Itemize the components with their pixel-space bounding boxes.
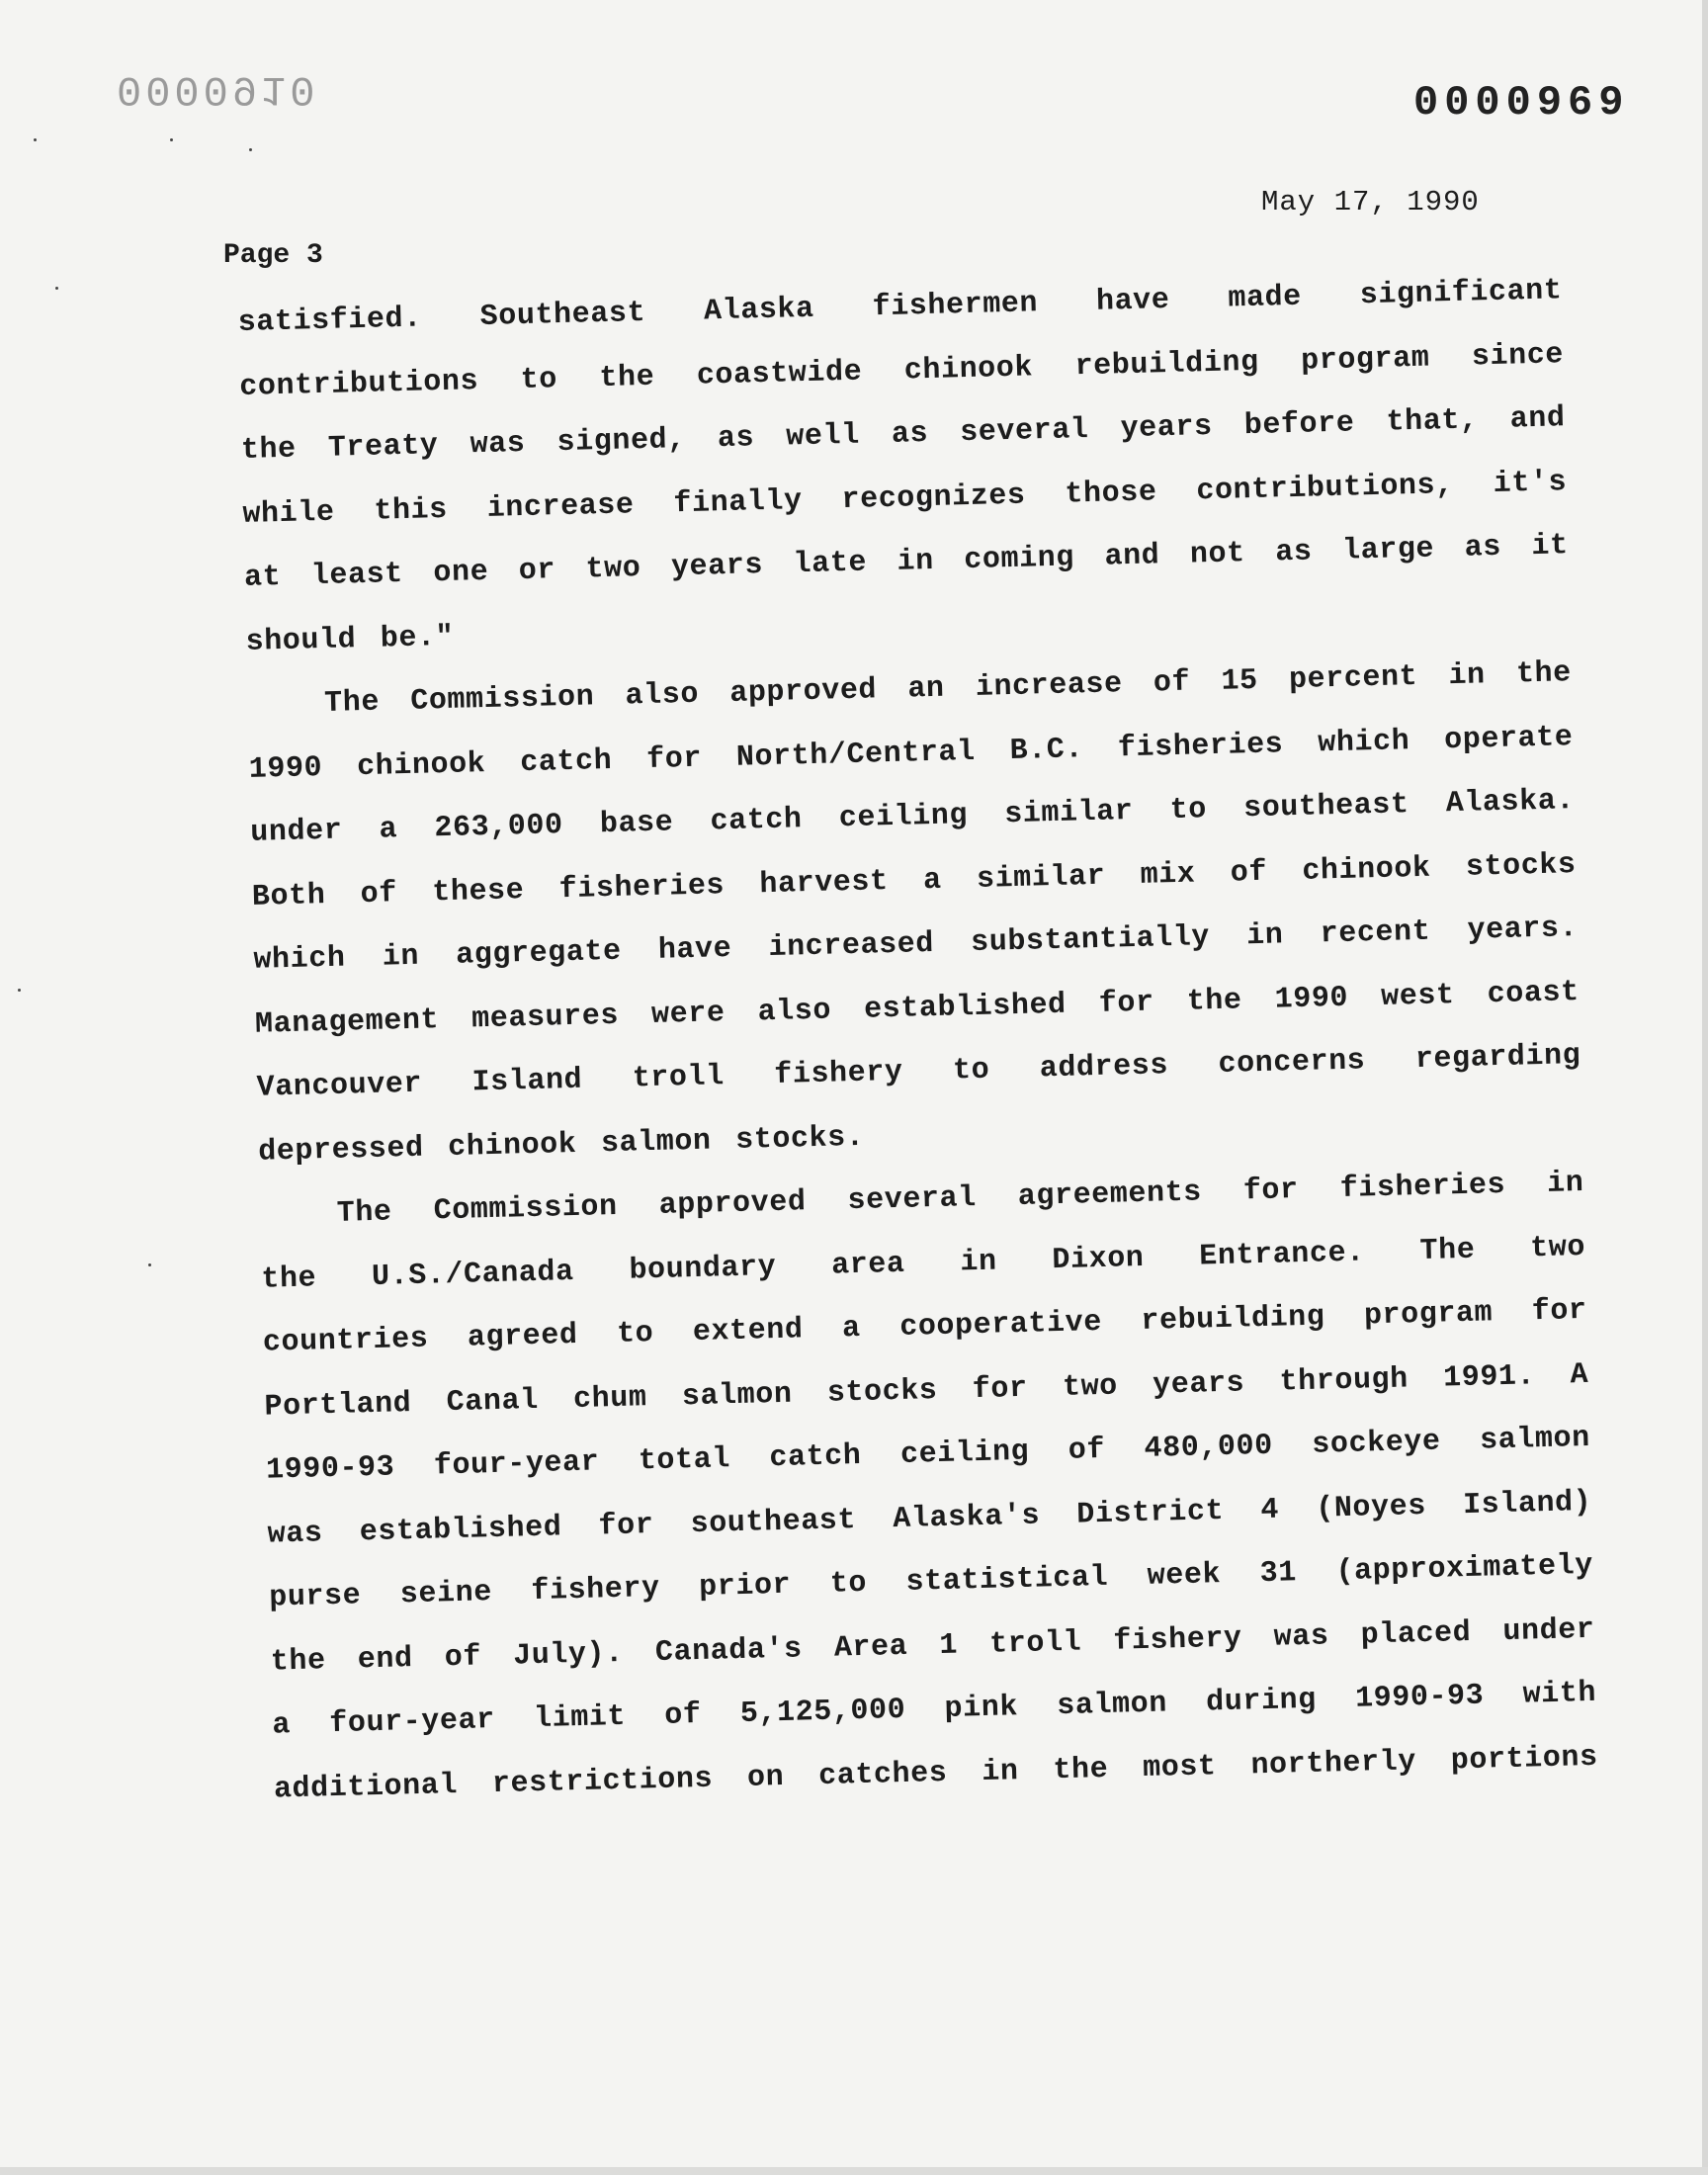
paragraph-start-line: The Commission also approved an increase of 15 percent in the xyxy=(323,656,1573,721)
text-line: countries agreed to extend a cooperative rebuilding program for xyxy=(262,1293,1588,1360)
bates-number: 0000969 xyxy=(1413,79,1630,127)
text-line: purse seine fishery prior to statistical week 31 (approximately xyxy=(268,1548,1594,1615)
text-line: Vancouver Island troll fishery to address concerns regarding xyxy=(256,1039,1581,1105)
text-line: Management measures were also established for the 1990 west coast xyxy=(254,975,1580,1042)
body-text xyxy=(237,259,1598,1821)
paragraph-start-line: The Commission approved several agreements for fisheries in xyxy=(336,1166,1584,1231)
scan-speck xyxy=(249,148,252,151)
text-line: should be." xyxy=(245,620,455,659)
text-line: depressed chinook salmon stocks. xyxy=(257,1120,865,1170)
text-line: at least one or two years late in coming and not as large as it xyxy=(243,529,1570,595)
text-line: while this increase finally recognizes those contributions, it's xyxy=(242,465,1568,532)
text-line: contributions to the coastwide chinook rebuilding program since xyxy=(238,337,1565,404)
text-line: 1990-93 four-year total catch ceiling of 480,000 sockeye salmon xyxy=(265,1421,1591,1488)
text-line: Portland Canal chum salmon stocks for two years through 1991. A xyxy=(264,1357,1589,1425)
text-line: additional restrictions on catches in the most northerly portions xyxy=(273,1740,1599,1807)
text-line: the U.S./Canada boundary area in Dixon Entrance. The two xyxy=(261,1230,1586,1297)
scan-speck xyxy=(148,1263,151,1266)
scan-speck xyxy=(18,989,21,992)
text-line: a four-year limit of 5,125,000 pink salmon during 1990-93 with xyxy=(272,1676,1597,1743)
faded-bates-stamp: 0000910 xyxy=(117,65,319,113)
page-number-label: Page 3 xyxy=(223,240,323,271)
page-edge-shadow xyxy=(1702,0,1708,2175)
scan-speck xyxy=(34,138,37,141)
text-line: was established for southeast Alaska's District 4 (Noyes Island) xyxy=(267,1485,1592,1552)
text-line: 1990 chinook catch for North/Central B.C. fisheries which operate xyxy=(248,720,1574,787)
document-date: May 17, 1990 xyxy=(1261,186,1480,218)
text-line: the end of July). Canada's Area 1 troll fishery was placed under xyxy=(270,1612,1595,1680)
scan-speck xyxy=(170,138,173,141)
page-bottom-shadow xyxy=(0,2167,1708,2175)
text-line: the Treaty was signed, as well as several years before that, and xyxy=(240,401,1566,468)
scan-speck xyxy=(55,287,58,290)
text-line: under a 263,000 base catch ceiling similar to southeast Alaska. xyxy=(249,784,1576,850)
text-line: Both of these fisheries harvest a similar mix of chinook stocks xyxy=(251,847,1577,914)
text-line: satisfied. Southeast Alaska fishermen have made significant xyxy=(237,274,1563,340)
text-line: which in aggregate have increased substantially in recent years. xyxy=(253,912,1579,978)
